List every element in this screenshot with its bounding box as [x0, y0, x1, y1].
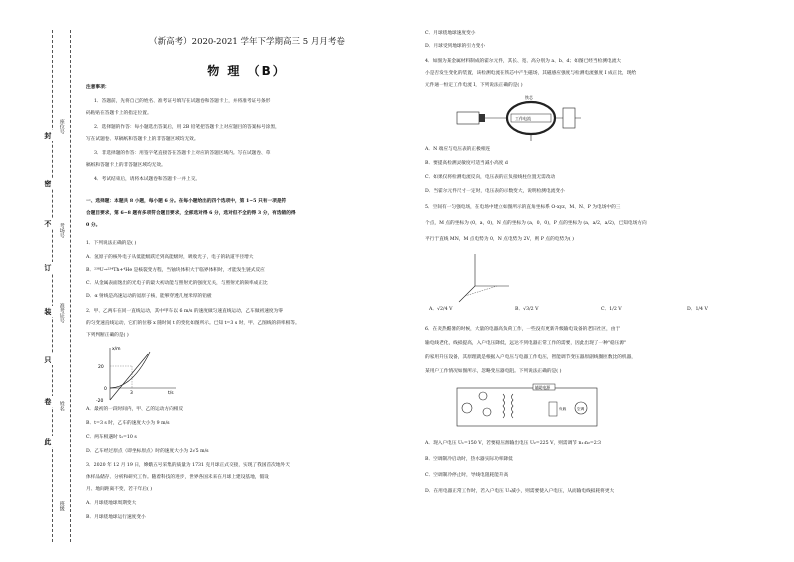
notes-item: 2．选择题的作答：每小题选出答案后，用 2B 铅笔把答题卡上对应题目的答案标号涂黑， [94, 125, 280, 130]
seal-char: 封 [43, 132, 53, 139]
primary-coil [503, 394, 505, 418]
q4-stem: 小是否发生变化的装置，该检测电流在铁芯中产生磁场，其磁感应强度与检测电流强度 I 成正比，现给 [425, 71, 637, 76]
notes-item: 1．答题前，先将自己的姓名、准考证号填写在试题卷和答题卡上，并将准考证号条形 [94, 99, 271, 104]
q4-option-d: D．当霍尔元件尺寸一定时，电压表的示数变大，说明检测电流变小 [425, 189, 565, 194]
y-tick: 0 [104, 387, 107, 392]
section-heading: 一、选择题：本题共 8 小题，每小题 6 分。在每小题给出的四个选项中，第 1~5 只有一项是符 [86, 199, 287, 204]
q4-stem: 元件通一恒定工作电流 I，下列说法正确的是( ) [425, 83, 523, 88]
q6-option-a: A．现入户电压 U₁=150 V，若要稳压源输出电压 U₂=225 V，则需调节 n₁:n₂=2∶3 [425, 441, 601, 446]
field-label-ticket: 准考证号 [58, 303, 65, 323]
q6-stem: 输电线老化，线损提高，入户电压降低，远达不到电器正常工作的需要，因此出现了一种"稳压源" [425, 341, 627, 346]
load-box [549, 402, 557, 416]
notes-item: 稿纸和答题卡上的非答题区域均无效。 [86, 163, 166, 168]
q5-option-c: C．1/2 V [601, 307, 622, 312]
x-tick: 3 [130, 391, 133, 396]
source-icon [462, 403, 472, 413]
q6-option-d: D．在用电器正常工作时，若入户电压 U₁减小，则需要使入户电压，从而输电线损耗将更大 [425, 489, 615, 494]
field-label-name: 姓名 [58, 401, 65, 411]
seal-char: 此 [43, 438, 53, 445]
q6-option-c: C．空调制冷停止时，导线电阻耗能升高 [425, 473, 509, 478]
section-heading: 0 分。 [86, 223, 101, 228]
y-tick: -20 [96, 399, 104, 404]
q3-stem: 体样品储存、分析和研究工作。随着科技的进步，世界各国未来在月球上建设基地，假设 [86, 475, 269, 480]
q4-hall-figure [453, 94, 603, 142]
q2-stem: 2．甲、乙两车在同一直线运动，其中甲车以 6 m/s 的速度做匀速直线运动，乙车做初速度为零 [86, 309, 283, 314]
binding-line [70, 30, 71, 542]
q5-stem: 5．空间有一匀强电场，在电场中建立如图所示的直角坐标系 O-xyz，M、N、P 为电场中的三 [425, 205, 621, 210]
curve-yi [110, 352, 150, 388]
field-label-room: 考场号 [58, 223, 65, 238]
seal-char: 订 [43, 264, 53, 271]
load-label: 负载 [559, 407, 567, 411]
q2-option-a: A．最初的一段时间内，甲、乙的运动方向相反 [86, 407, 184, 412]
q1-stem: 1．下列说法正确的是( ) [86, 241, 137, 246]
q3-option-b: B．月球绕地球运行速度变小 [86, 515, 146, 520]
notes-item: 4．考试结束后，请将本试题卷和答题卡一并上交。 [94, 177, 201, 182]
y-tick: 20 [98, 365, 104, 370]
q1-option-a: A．氢原子的核外电子从低能级跃迁到高能级时，吸收光子，电子的轨道半径增大 [86, 255, 254, 260]
field-label-seat: 座位号 [58, 119, 65, 134]
secondary-coil [512, 394, 514, 418]
aux-source-label: 辅助电源 [535, 385, 551, 390]
q2-option-d: D．乙车经过原点（即坐标原点）时的速度大小为 2√5 m/s [86, 449, 209, 454]
q5-option-d: D．1/4 V [687, 307, 708, 312]
x-axis-label: t/s [168, 391, 174, 396]
q5-option-b: B．√3/2 V [515, 307, 539, 312]
q6-stem: 的家用升压设备，其原理就是根据入户电压与电器工作电压，智能调节变压器原副线圈匝数比的机器， [425, 355, 636, 360]
q6-option-b: B．空调制冷启动时，热水器实际功率降低 [425, 457, 513, 462]
q3-option-a: A．月球绕地球周期变大 [86, 501, 137, 506]
hall-element [563, 108, 575, 128]
seal-char: 密 [43, 180, 53, 187]
q3-option-c: C．月球绕地球速度变小 [425, 31, 476, 36]
y-axis-label: x/m [112, 347, 121, 352]
battery [479, 114, 485, 122]
notes-item: 写在试题卷、草稿纸和答题卡上的非答题区域均无效。 [86, 137, 199, 142]
notes-title: 注意事项： [86, 85, 110, 90]
q2-stem: 下列判断正确的是( ) [86, 333, 129, 338]
q6-stem: 某用户工作情况如图所示，忽略变压器电阻。下列说法正确的是( ) [425, 369, 562, 374]
seal-char: 不 [43, 220, 53, 227]
work-current-label: 工作电流 [515, 116, 531, 121]
ac-label: 空调 [577, 407, 585, 411]
q4-option-a: A．N 端应与电压表的正极相连 [425, 147, 491, 152]
x-axis [459, 286, 475, 302]
notes-item: 3．非选择题的作答：用签字笔直接答在答题卡上对应的答题区域内。写在试题卷、草 [94, 151, 271, 156]
q3-stem: 月、地间距离不变，若干年后( ) [86, 487, 153, 492]
seal-char: 装 [43, 308, 53, 315]
q3-stem: 3．2020 年 12 月 19 日，嫦娥五号采集的质量为 1731 克月球正式交接，实现了我国首次地外天 [86, 463, 290, 468]
q4-stem: 4．如图为某金属材料制成的霍尔元件，其长、宽、高分别为 a、b、d；如图已经当检测电流大 [425, 59, 622, 64]
q6-stem: 6．在炎热酷暑的时候，大量的电器高负荷工作，一些没有更新升级输电设备的老旧社区，由于 [425, 327, 621, 332]
q2-stem: 的匀变速直线运动，它们的位移 x 随时间 t 的变化如图所示。已知 t=3 s 时，甲、乙图线的斜率相等。 [86, 321, 300, 326]
q2-option-b: B．t=3 s 时，乙车的速度大小为 9 m/s [86, 421, 170, 426]
q5-axis-figure [453, 250, 513, 306]
core-label: 铁芯 [525, 95, 533, 100]
q5-stem: 平行于直线 MN，M 点电势为 0，N 点电势为 2V，则 P 点的电势为( ) [425, 237, 575, 242]
power-box [457, 112, 479, 124]
field-label-class: 班级 [58, 501, 65, 511]
seal-char: 只 [43, 356, 53, 363]
binding-strip [0, 0, 80, 562]
q6-circuit-figure [453, 382, 603, 432]
seal-char: 卷 [43, 398, 53, 405]
q5-stem: 个点，M 点的坐标为 (0，a，0)，N 点的坐标为 (a，0，0)，P 点的坐标为 (a，a/2，a/2)，已知电场方向 [425, 221, 647, 226]
q3-option-d: D．月球受到地球的引力变小 [425, 44, 486, 49]
q5-option-a: A．√2/4 V [429, 307, 453, 312]
q1-option-b: B．²³⁸U→²³⁴Th+⁴He 是核裂变方程，当铀块体积大于临界体积时，才能发生链式反应 [86, 268, 265, 273]
subject-title: 物 理 （B） [207, 64, 287, 78]
notes-item: 码粘贴在答题卡上的指定位置。 [86, 111, 152, 116]
section-heading: 合题目要求，第 6~8 题有多项符合题目要求，全部选对得 6 分，选对但不全的得 3 分，有选错的得 [86, 211, 296, 216]
exam-title: （新高考）2020-2021 学年下学期高三 5 月月考卷 [149, 37, 345, 47]
q4-option-c: C．如果仅将检测电流反向，电压表的正负接线柱位置无需改动 [425, 175, 556, 180]
q2-option-c: C．两车相遇时 t₁=10 s [86, 435, 137, 440]
line-jia [110, 354, 148, 400]
binding-line [52, 30, 53, 542]
q2-xt-graph [92, 344, 182, 404]
ammeter-icon [479, 392, 487, 400]
q1-option-c: C．从金属表面逸出的光电子的最大初动能与照射光的强度无关，与照射光的频率成正比 [86, 281, 268, 286]
voltmeter-icon [483, 408, 491, 416]
q4-option-b: B．要提高检测灵敏度可适当减小高度 d [425, 161, 508, 166]
q1-option-d: D．α 射线是高速运动的氦原子核，能够穿透几厘米厚的铅板 [86, 294, 212, 299]
